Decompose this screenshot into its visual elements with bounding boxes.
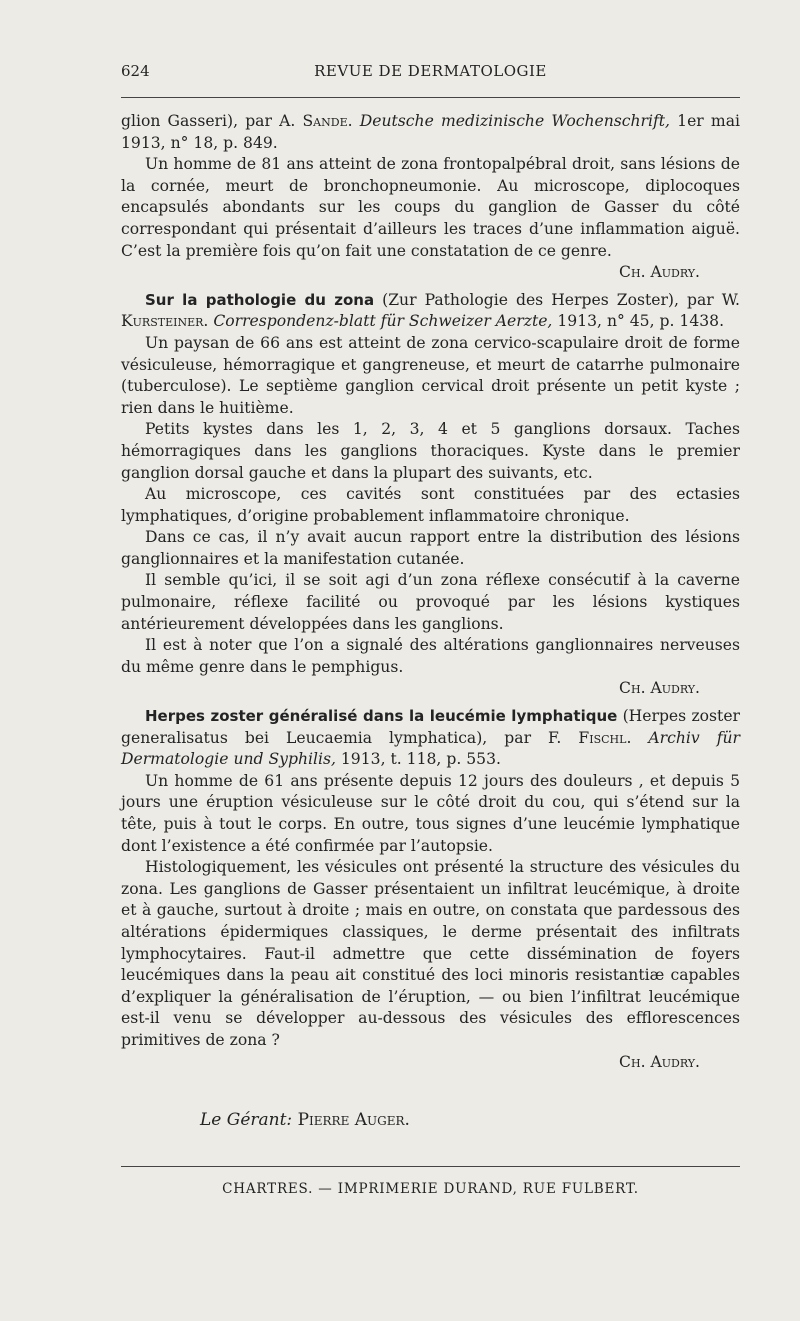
- author-name: Fischl: [578, 728, 627, 747]
- running-header: [121, 62, 740, 86]
- text: Histologiquement, les vésicules ont présenté la structure des vésicules du zona. Les ganglions de Gasser présentaient un infiltrat leucémique, à droite et à gauche, surtout à droite ; mais en outre, on constata que pardessous des altérations épidermiques classiques, le derme présentait des infiltrats lymphocytaires. Faut-il admettre que cette dissémination de foyers leucémiques dans la peau ait constitué des loci minoris resistantiæ capables d’expliquer la généralisation de l’éruption, — ou bien l’infiltrat leucémique est-il venu se développer au-dessous des vésicules des efflorescences primitives de zona ?: [121, 858, 740, 1049]
- gerant-line: [200, 1110, 410, 1130]
- paragraph: [121, 857, 740, 1073]
- text: 1913, t. 118, p. 553.: [335, 750, 501, 769]
- paragraph: Un paysan de 66 ans est atteint de zona cervico-scapulaire droit de forme vésiculeuse, hémorragique et gangreneuse, et meurt de catarrhe pulmonaire (tuberculose). Le septième ganglion cervical droit présente un petit kyste ; rien dans le huitième.: [121, 333, 740, 417]
- gerant-label: Le Gérant:: [200, 1110, 293, 1130]
- page-number: 624: [121, 62, 150, 80]
- paragraph: Un homme de 61 ans présente depuis 12 jours des douleurs , et depuis 5 jours une éruption vésiculeuse sur le côté droit du cou, qui s’étend sur la tête, puis à tout le corps. En outre, tous signes d’une leucémie lymphatique dont l’existence a été confirmée par l’autopsie.: [121, 771, 740, 855]
- author-name: Sande: [302, 112, 348, 130]
- text: glion Gasseri), par A.: [121, 112, 303, 130]
- article-heading: [121, 290, 740, 333]
- text: .: [626, 728, 649, 747]
- paragraph: [121, 635, 740, 700]
- text: (Herpes zoster generalisatus bei Leucaemia lymphatica), par F.: [121, 707, 740, 747]
- paragraph: Petits kystes dans les 1, 2, 3, 4 et 5 ganglions dorsaux. Taches hémorragiques dans les ganglions thoraciques. Kyste dans le premier ganglion dorsal gauche et dans la plupart des suivants, etc.: [121, 420, 740, 482]
- paragraph: [121, 154, 740, 284]
- paragraph: Dans ce cas, il n’y avait aucun rapport entre la distribution des lésions ganglionnaires et la manifestation cutanée.: [121, 528, 740, 568]
- article-title: Sur la pathologie du zona: [145, 290, 375, 309]
- text: 1913, n° 45, p. 1438.: [552, 312, 725, 331]
- header-rule: [121, 97, 740, 98]
- footer-rule: [121, 1166, 740, 1167]
- text: Il est à noter que l’on a signalé des altérations ganglionnaires nerveuses du même genre dans le pemphigus.: [121, 636, 740, 676]
- paragraph: Il semble qu’ici, il se soit agi d’un zona réflexe consécutif à la caverne pulmonaire, réflexe facilité ou provoqué par les lésions kystiques antérieurement développées dans les ganglions.: [121, 571, 740, 633]
- paragraph: Au microscope, ces cavités sont constituées par des ectasies lymphatiques, d’origine probablement inflammatoire chronique.: [121, 485, 740, 525]
- journal-title: Correspondenz-blatt für Schweizer Aerzte,: [213, 312, 553, 331]
- text: .: [203, 312, 214, 331]
- article-title: Herpes zoster généralisé dans la leucémie lymphatique: [145, 707, 618, 726]
- article-heading: [121, 706, 740, 771]
- text: .: [347, 112, 360, 130]
- text: Un homme de 81 ans atteint de zona frontopalpébral droit, sans lésions de la cornée, meurt de bronchopneumonie. Au microscope, diplocoques encapsulés abondants sur les coups du ganglion de Gasser du côté correspondant qui présentait d’ailleurs les traces d’une inflammation aiguë. C’est la première fois qu’on fait une constatation de ce genre.: [121, 155, 740, 260]
- running-title: REVUE DE DERMATOLOGIE: [314, 62, 547, 80]
- signature: Ch. Audry.: [619, 679, 700, 698]
- gerant-name: Pierre Auger.: [297, 1110, 410, 1130]
- text: 1er mai 1913, n° 18, p. 849.: [121, 112, 740, 152]
- text: (Zur Pathologie des Herpes Zoster), par W.: [374, 290, 740, 309]
- signature: Ch. Audry.: [619, 263, 700, 282]
- journal-title: Archiv für Dermatologie und Syphilis,: [121, 728, 741, 769]
- paragraph-continuation: [121, 111, 740, 154]
- printer-imprint: CHARTRES. — IMPRIMERIE DURAND, RUE FULBERT.: [222, 1181, 639, 1197]
- author-name: Kursteiner: [121, 312, 204, 331]
- journal-title: Deutsche medizinische Wochenschrift,: [359, 112, 670, 130]
- signature: Ch. Audry.: [619, 1052, 700, 1071]
- article-body: [121, 111, 740, 1073]
